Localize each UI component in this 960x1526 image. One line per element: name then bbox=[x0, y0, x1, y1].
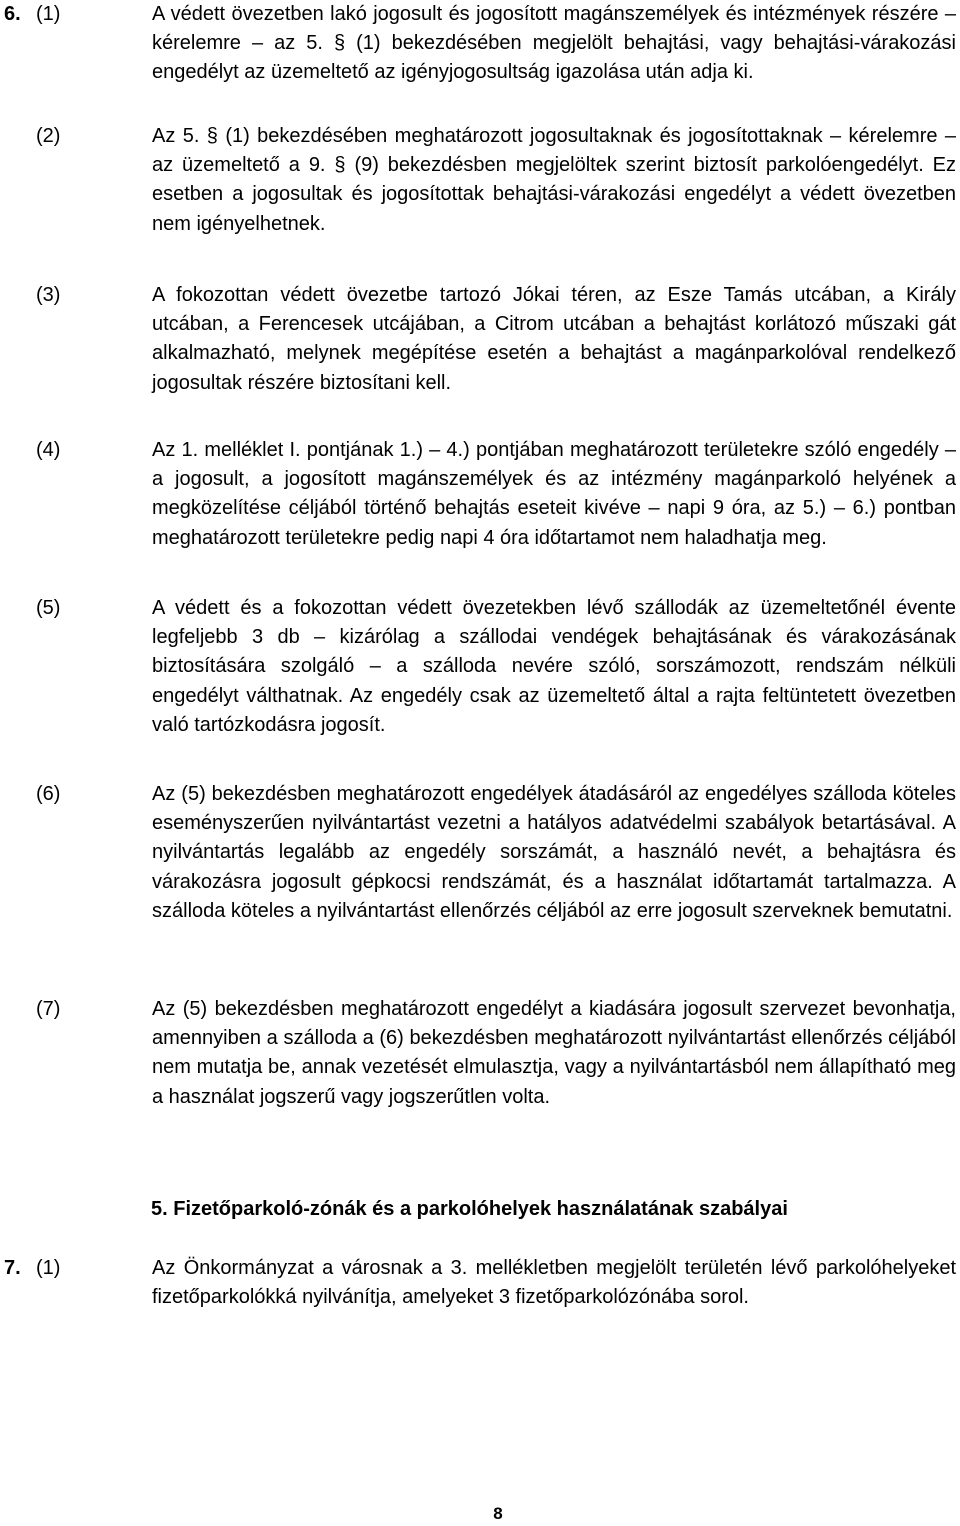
section-7-label: 7. bbox=[4, 1257, 21, 1279]
paragraph-6-7 bbox=[36, 995, 956, 1112]
page-number: 8 bbox=[493, 1504, 503, 1523]
paragraph-label: (6) bbox=[36, 783, 61, 805]
paragraph-text: A védett és a fokozottan védett övezetekben lévő szállodák az üzemeltetőnél évente legfeljebb 3 db – kizárólag a szállodai vendégek behajtásának és várakozásának biztosítására szolgáló – a szálloda nevére szóló, sorszámozott, rendszám nélküli engedélyt válthatnak. Az engedély csak az üzemeltető által a rajta feltüntetett övezetben való tartózkodásra jogosít. bbox=[152, 597, 956, 736]
paragraph-label: (4) bbox=[36, 439, 61, 461]
paragraph-label: (1) bbox=[36, 1257, 61, 1279]
paragraph-label: (7) bbox=[36, 998, 61, 1020]
paragraph-6-1 bbox=[36, 0, 956, 88]
paragraph-6-5 bbox=[36, 594, 956, 740]
chapter-heading: 5. Fizetőparkoló-zónák és a parkolóhelyek használatának szabályai bbox=[151, 1198, 788, 1220]
paragraph-label: (2) bbox=[36, 125, 61, 147]
paragraph-label: (3) bbox=[36, 284, 61, 306]
paragraph-6-3 bbox=[36, 281, 956, 398]
section-6-number bbox=[4, 0, 21, 29]
paragraph-text: A védett övezetben lakó jogosult és jogosított magánszemélyek és intézmények részére – kérelemre – az 5. § (1) bekezdésében megjelölt behajtási, vagy behajtási-várakozási engedélyt az üzemeltető az igényjogosultság igazolása után adja ki. bbox=[152, 3, 956, 84]
paragraph-text: Az (5) bekezdésben meghatározott engedélyek átadásáról az engedélyes szálloda köteles eseményszerűen nyilvántartást vezetni a hatályos adatvédelmi szabályok betartásával. A nyilvántartás legalább az engedély sorszámát, a használó nevét, a behajtásra és várakozásra jogosult gépkocsi rendszámát, és a használat időtartamát tartalmazza. A szálloda köteles a nyilvántartást ellenőrzés céljából az erre jogosult szerveknek bemutatni. bbox=[152, 783, 956, 922]
paragraph-text: A fokozottan védett övezetbe tartozó Jókai téren, az Esze Tamás utcában, a Király utcában, a Ferencesek utcájában, a Citrom utcában a behajtást korlátozó műszaki gát alkalmazható, melynek megépítése esetén a behajtást a magánparkolóval rendelkező jogosultak részére biztosítani kell. bbox=[152, 284, 956, 394]
paragraph-text: Az 5. § (1) bekezdésében meghatározott jogosultaknak és jogosítottaknak – kérelemre – az üzemeltető a 9. § (9) bekezdésben megjelöltek szerint biztosít parkolóengedélyt. Ez esetben a jogosultak és jogosítottak behajtási-várakozási engedélyt a védett övezetben nem igényelhetnek. bbox=[152, 125, 956, 235]
paragraph-text: Az (5) bekezdésben meghatározott engedélyt a kiadására jogosult szervezet bevonhatja, amennyiben a szálloda a (6) bekezdésben meghatározott nyilvántartást ellenőrzés céljából nem mutatja be, annak vezetését elmulasztja, vagy a nyilvántartásból nem állapítható meg a használat jogszerű vagy jogszerűtlen volta. bbox=[152, 998, 956, 1108]
paragraph-6-2 bbox=[36, 122, 956, 239]
paragraph-label: (5) bbox=[36, 597, 61, 619]
paragraph-6-4 bbox=[36, 436, 956, 553]
section-7-number bbox=[4, 1254, 21, 1283]
paragraph-6-6 bbox=[36, 780, 956, 926]
paragraph-label: (1) bbox=[36, 3, 61, 25]
paragraph-text: Az Önkormányzat a városnak a 3. mellékletben megjelölt területén lévő parkolóhelyeket fizetőparkolókká nyilvánítja, amelyeket 3 fizetőparkolózónába sorol. bbox=[152, 1257, 956, 1309]
paragraph-7-1 bbox=[36, 1254, 956, 1312]
section-6-label: 6. bbox=[4, 3, 21, 25]
paragraph-text: Az 1. melléklet I. pontjának 1.) – 4.) pontjában meghatározott területekre szóló engedély – a jogosult, a jogosított magánszemélyek és az intézmény magánparkoló helyének a megközelítése céljából történő behajtás eseteit kivéve – napi 9 óra, az 5.) – 6.) pontban meghatározott területekre pedig napi 4 óra időtartamot nem haladhatja meg. bbox=[152, 439, 956, 549]
